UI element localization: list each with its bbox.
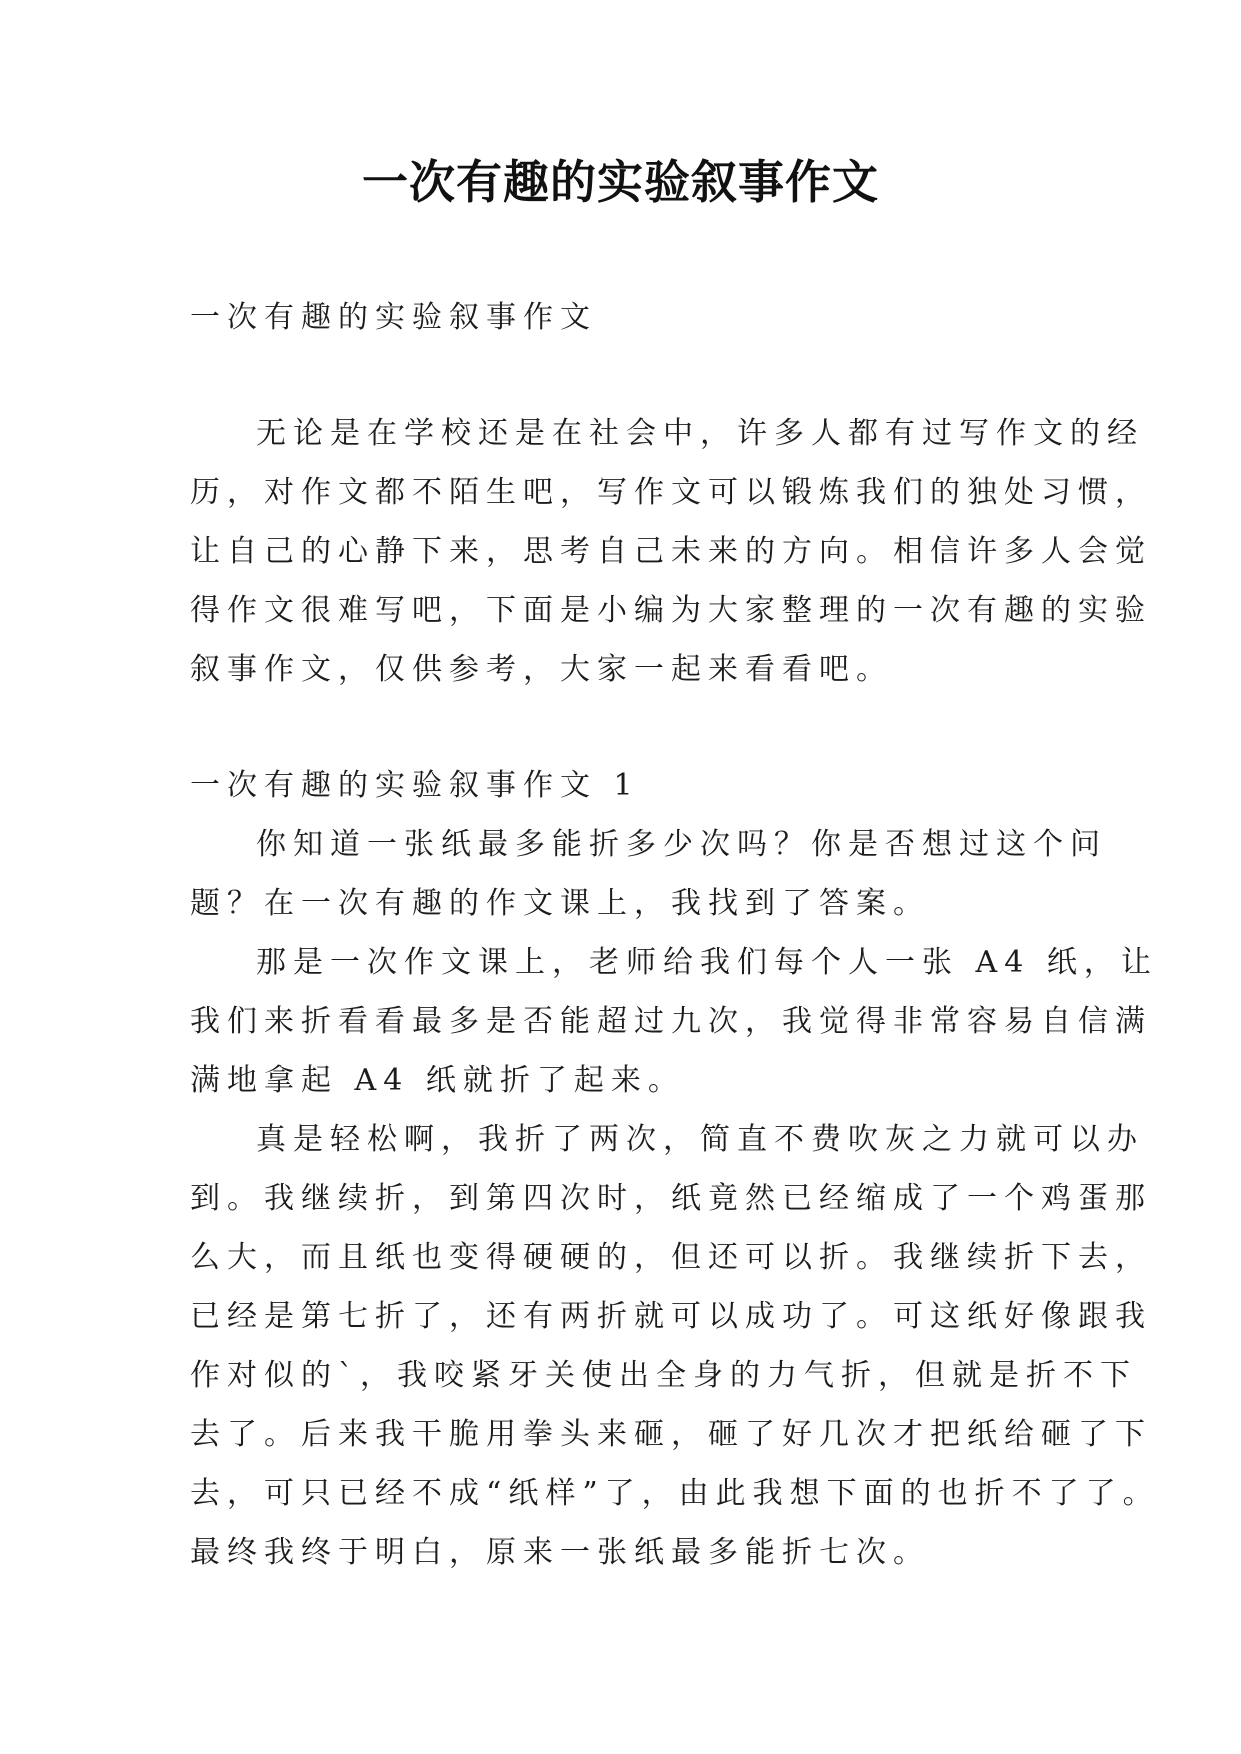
document-title: 一次有趣的实验叙事作文 [362, 155, 879, 209]
paragraph-line: 到。我继续折，到第四次时，纸竟然已经缩成了一个鸡蛋那 [190, 1181, 1152, 1216]
intro-line: 得作文很难写吧，下面是小编为大家整理的一次有趣的实验 [190, 593, 1152, 628]
paragraph-line: 已经是第七折了，还有两折就可以成功了。可这纸好像跟我 [190, 1299, 1152, 1334]
intro-line: 叙事作文，仅供参考，大家一起来看看吧。 [190, 652, 893, 687]
paragraph-line: 满地拿起 A4 纸就折了起来。 [190, 1063, 685, 1098]
paragraph-line: 最终我终于明白，原来一张纸最多能折七次。 [190, 1535, 930, 1570]
intro-line: 无论是在学校还是在社会中，许多人都有过写作文的经 [256, 416, 1144, 451]
paragraph-line: 你知道一张纸最多能折多少次吗？你是否想过这个问 [256, 827, 1107, 862]
paragraph-line: 作对似的`，我咬紧牙关使出全身的力气折，但就是折不下 [190, 1358, 1137, 1393]
paragraph-line: 真是轻松啊，我折了两次，简直不费吹灰之力就可以办 [256, 1122, 1144, 1157]
document-subtitle: 一次有趣的实验叙事作文 [190, 300, 597, 335]
paragraph-line: 去了。后来我干脆用拳头来砸，砸了好几次才把纸给砸了下 [190, 1417, 1152, 1452]
section-heading: 一次有趣的实验叙事作文 1 [190, 768, 640, 803]
paragraph-line: 题？在一次有趣的作文课上，我找到了答案。 [190, 886, 930, 921]
paragraph-line: 么大，而且纸也变得硬硬的，但还可以折。我继续折下去， [190, 1240, 1152, 1275]
intro-line: 让自己的心静下来，思考自己未来的方向。相信许多人会觉 [190, 534, 1152, 569]
paragraph-line: 那是一次作文课上，老师给我们每个人一张 A4 纸，让 [256, 945, 1158, 980]
paragraph-line: 去，可只已经不成“纸样”了，由此我想下面的也折不了了。 [190, 1476, 1160, 1511]
paragraph-line: 我们来折看看最多是否能超过九次，我觉得非常容易自信满 [190, 1004, 1152, 1039]
intro-line: 历，对作文都不陌生吧，写作文可以锻炼我们的独处习惯， [190, 475, 1152, 510]
